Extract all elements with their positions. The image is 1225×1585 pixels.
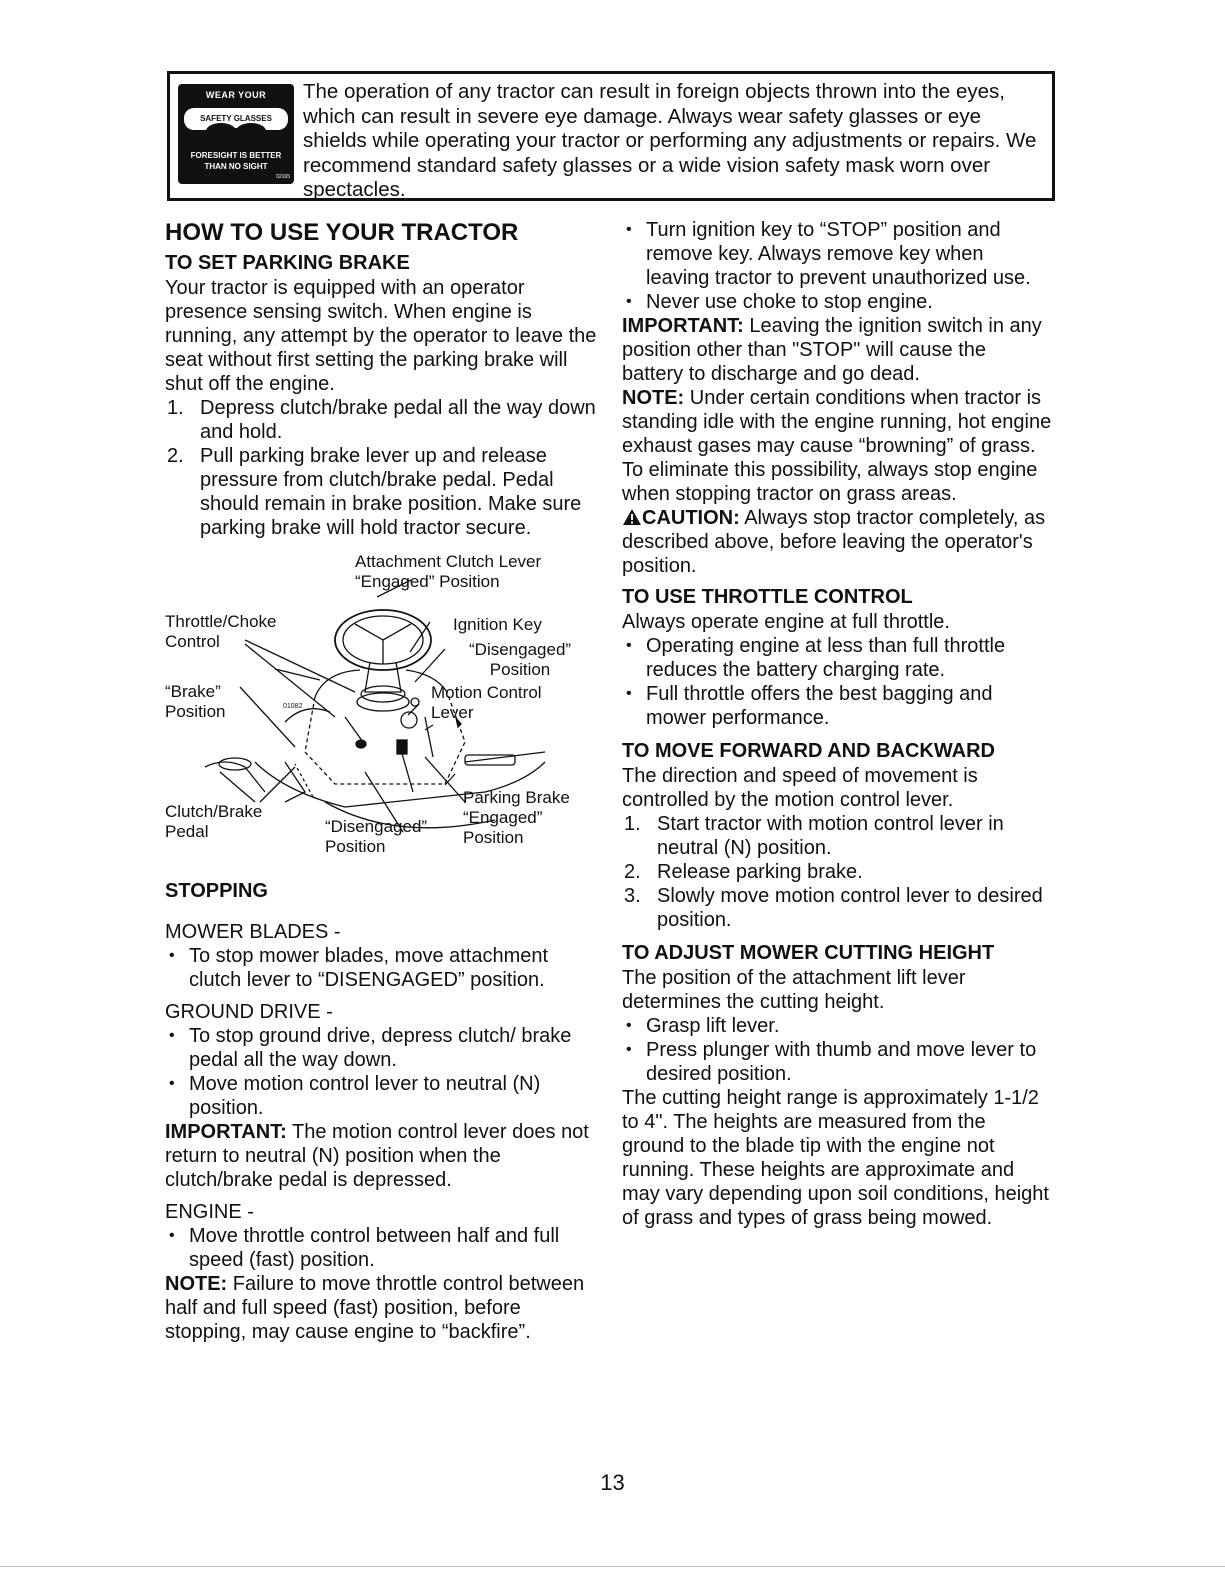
move-intro: The direction and speed of movement is controlled by the motion control lever. — [622, 765, 978, 811]
label-line: Position — [489, 660, 551, 679]
bullet-text: Press plunger with thumb and move lever to desired position. — [646, 1039, 1037, 1085]
label-line: Clutch/Brake — [165, 802, 263, 821]
important-note-left — [165, 1120, 605, 1192]
throttle-intro: Always operate engine at full throttle. — [622, 611, 950, 633]
mower-blades-bullet — [165, 944, 605, 992]
mower-blades-subheading: MOWER BLADES - — [165, 921, 341, 943]
label-line: Attachment Clutch Lever — [355, 552, 542, 571]
parking-step-2 — [165, 444, 605, 540]
throttle-bullet-2 — [622, 682, 1052, 730]
label-throttle-choke — [165, 612, 277, 652]
safety-glasses-warning-box — [167, 71, 1055, 201]
important-note-right — [622, 314, 1052, 386]
parking-brake-intro: Your tractor is equipped with an operator presence sensing switch. When engine is running, any attempt by the operator to leave the seat without first setting the parking brake will shut off the engine. — [165, 277, 597, 395]
throttle-bullet-1 — [622, 634, 1052, 682]
safety-glasses-badge-icon — [178, 84, 294, 184]
label-disengaged-top — [469, 640, 571, 680]
label-motion-control — [431, 683, 542, 723]
note-text: Under certain conditions when tractor is standing idle with the engine running, hot engine exhaust gases may cause “browning” of grass. To eliminate this possibility, always stop engine when stopping tractor on grass areas. — [622, 387, 1052, 505]
bullet: • — [626, 1041, 632, 1058]
cutting-height-body: The cutting height range is approximately 1-1/2 to 4". The heights are measured from the ground to the blade tip with the engine not running. These heights are approximate and may vary depending upon soil conditions, height of grass and types of grass being mowed. — [622, 1087, 1049, 1229]
label-line: Parking Brake — [463, 788, 570, 807]
step-text: Slowly move motion control lever to desired position. — [657, 885, 1043, 931]
label-line: “Engaged” — [463, 808, 543, 827]
figure-tag: 01082 — [283, 703, 303, 710]
parking-brake-heading: TO SET PARKING BRAKE — [165, 252, 410, 274]
badge-bottom-line-1: FORESIGHT IS BETTER — [190, 151, 282, 160]
right-column — [622, 218, 1052, 1230]
important-label: IMPORTANT: — [622, 315, 744, 337]
important-label: IMPORTANT: — [165, 1121, 287, 1143]
bullet-text: Full throttle offers the best bagging and mower performance. — [646, 683, 993, 729]
step-number: 3. — [624, 885, 641, 907]
badge-bottom-text — [178, 150, 294, 172]
step-text: Pull parking brake lever up and release pressure from clutch/brake pedal. Pedal should remain in brake position. Make sure parking brake will hold tractor secure. — [200, 445, 582, 539]
note-label: NOTE: — [622, 387, 685, 409]
step-number: 1. — [624, 813, 641, 835]
step-number: 2. — [167, 445, 184, 467]
label-parking-brake-engaged — [463, 788, 570, 848]
step-text: Depress clutch/brake pedal all the way down and hold. — [200, 397, 596, 443]
label-line: “Brake” — [165, 682, 221, 701]
label-line: “Engaged” Position — [355, 572, 500, 591]
caution-label: CAUTION: — [642, 507, 740, 529]
bullet: • — [626, 685, 632, 702]
badge-bottom-line-2: THAN NO SIGHT — [204, 162, 268, 171]
bottom-divider — [0, 1566, 1225, 1567]
caution-triangle-icon — [622, 508, 642, 526]
page-title: HOW TO USE YOUR TRACTOR — [165, 219, 519, 246]
badge-code: 02165 — [276, 174, 290, 180]
badge-top-text: WEAR YOUR — [205, 90, 267, 100]
banner-warning-text: The operation of any tractor can result in foreign objects thrown into the eyes, which can result in severe eye damage. Always wear safety glasses or eye shields while operating your tractor or performing any adjustments or repairs. We recommend standard safety glasses or a wide vision safety mask worn over spectacles. — [303, 80, 1037, 201]
cutting-height-bullet-2 — [622, 1038, 1052, 1086]
label-line: Lever — [431, 703, 474, 722]
step-text: Release parking brake. — [657, 861, 863, 883]
move-step-1 — [622, 812, 1052, 860]
label-line: Motion Control — [431, 683, 542, 702]
bullet-text: Operating engine at less than full throttle reduces the battery charging rate. — [646, 635, 1006, 681]
move-heading: TO MOVE FORWARD AND BACKWARD — [622, 740, 995, 762]
choke-bullet — [622, 290, 1052, 314]
important-text: Leaving the ignition switch in any position other than "STOP" will cause the battery to discharge and go dead. — [622, 315, 1042, 385]
note-text: Failure to move throttle control between half and full speed (fast) position, before stopping, may cause engine to “backfire”. — [165, 1273, 585, 1343]
label-line: Position — [325, 837, 386, 856]
bullet-text: Grasp lift lever. — [646, 1015, 780, 1037]
engine-bullet — [165, 1224, 605, 1272]
move-step-2 — [622, 860, 1052, 884]
tractor-controls-figure — [165, 552, 605, 872]
glasses-icon — [204, 122, 268, 140]
bullet-text: Move throttle control between half and full speed (fast) position. — [189, 1225, 560, 1271]
label-line: “Disengaged” — [469, 640, 572, 659]
ignition-key-bullet — [622, 218, 1052, 290]
important-text: The motion control lever does not return to neutral (N) position when the clutch/brake pedal is depressed. — [165, 1121, 589, 1191]
label-attachment-clutch — [355, 552, 541, 592]
label-line: “Disengaged” — [325, 817, 428, 836]
note-label: NOTE: — [165, 1273, 228, 1295]
caution-note — [622, 506, 1052, 578]
parking-step-1 — [165, 396, 605, 444]
label-line: Position — [165, 702, 226, 721]
bullet-text: To stop ground drive, depress clutch/ brake pedal all the way down. — [189, 1025, 572, 1071]
bullet: • — [626, 637, 632, 654]
page-number: 13 — [600, 1470, 625, 1495]
ground-drive-subheading: GROUND DRIVE - — [165, 1001, 333, 1023]
step-text: Start tractor with motion control lever in neutral (N) position. — [657, 813, 1004, 859]
cutting-height-bullet-1 — [622, 1014, 1052, 1038]
ground-drive-bullet-1 — [165, 1024, 605, 1072]
bullet: • — [626, 221, 632, 238]
left-column — [165, 218, 605, 1344]
step-number: 2. — [624, 861, 641, 883]
label-disengaged-bottom — [325, 817, 427, 857]
label-clutch-brake-pedal — [165, 802, 262, 842]
label-line: Pedal — [165, 822, 209, 841]
note-right — [622, 386, 1052, 506]
label-brake-position — [165, 682, 225, 722]
label-line: Position — [463, 828, 524, 847]
engine-subheading: ENGINE - — [165, 1201, 254, 1223]
label-line: Control — [165, 632, 220, 651]
bullet: • — [169, 947, 175, 964]
bullet: • — [169, 1075, 175, 1092]
cutting-height-heading: TO ADJUST MOWER CUTTING HEIGHT — [622, 942, 995, 964]
caution-text: Always stop tractor completely, as described above, before leaving the operator's position. — [622, 507, 1046, 577]
bullet: • — [626, 1017, 632, 1034]
note-left — [165, 1272, 605, 1344]
stopping-heading: STOPPING — [165, 880, 268, 902]
ground-drive-bullet-2 — [165, 1072, 605, 1120]
throttle-heading: TO USE THROTTLE CONTROL — [622, 586, 913, 608]
bullet: • — [169, 1027, 175, 1044]
bullet-text: Never use choke to stop engine. — [646, 291, 933, 313]
bullet-text: Turn ignition key to “STOP” position and remove key. Always remove key when leaving tractor to prevent unauthorized use. — [646, 219, 1031, 289]
move-step-3 — [622, 884, 1052, 932]
step-number: 1. — [167, 397, 184, 419]
bullet: • — [169, 1227, 175, 1244]
badge-mid-text: SAFETY GLASSES — [200, 114, 272, 123]
bullet-text: To stop mower blades, move attachment clutch lever to “DISENGAGED” position. — [189, 945, 549, 991]
cutting-height-intro: The position of the attachment lift lever determines the cutting height. — [622, 967, 966, 1013]
bullet: • — [626, 293, 632, 310]
label-line: Throttle/Choke — [165, 612, 277, 631]
label-ignition-key: Ignition Key — [453, 615, 542, 634]
bullet-text: Move motion control lever to neutral (N) position. — [189, 1073, 541, 1119]
